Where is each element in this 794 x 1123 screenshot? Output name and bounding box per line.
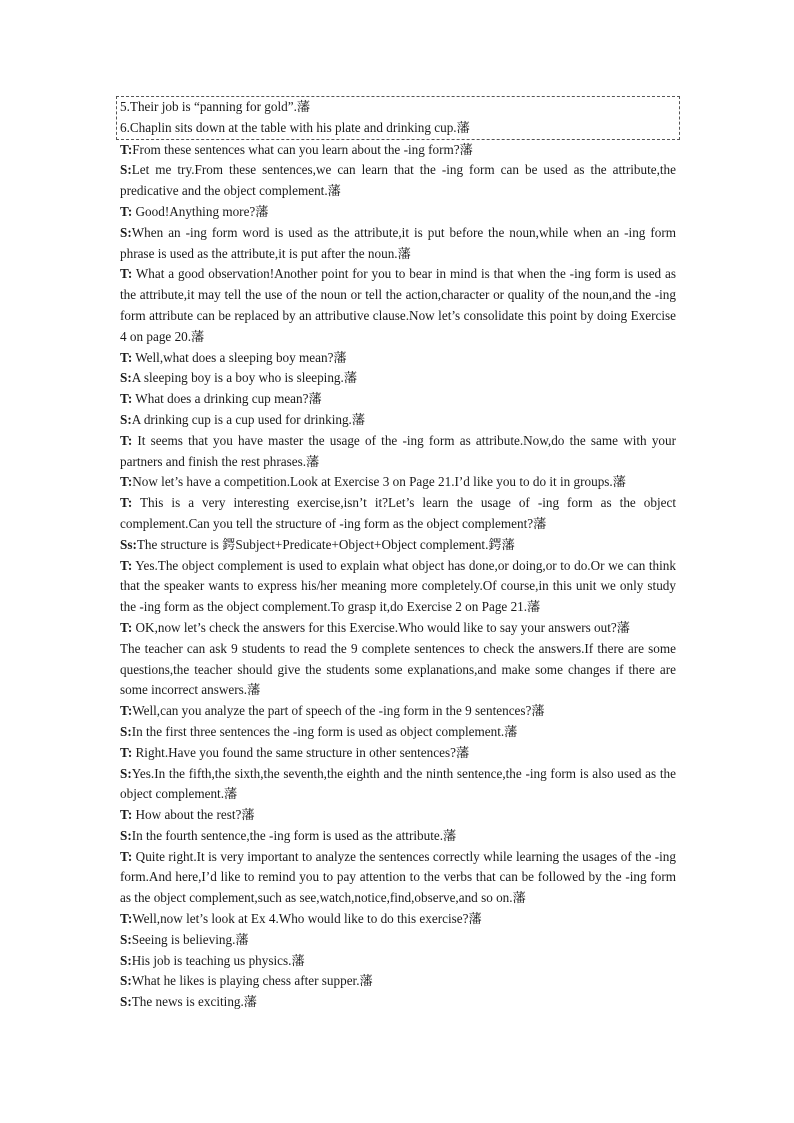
speaker-label: S:	[120, 973, 132, 989]
speaker-label: T:	[120, 619, 133, 635]
utterance-text: Quite right.It is very important to analyze the sentences correctly while learning the usages of the -ing form.And here,I’d like to remind you to pay attention to the verbs that can be followed by the -ing form as the object complement,such as see,watch,notice,find,observe,and so on.藩	[120, 848, 676, 906]
speaker-label: T:	[120, 391, 133, 407]
dialogue-line	[120, 992, 676, 1013]
speaker-label: T:	[120, 203, 133, 219]
dialogue-line	[120, 930, 676, 951]
dialogue-line	[120, 264, 676, 347]
utterance-text: Right.Have you found the same structure in other sentences?藩	[132, 744, 470, 760]
utterance-text: What does a drinking cup mean?藩	[132, 391, 322, 407]
utterance-text: What a good observation!Another point for you to bear in mind is that when the -ing form is used as the attribute,it may tell the use of the noun or tell the action,character or quality of the noun,and the -ing form attribute can be replaced by an attributive clause.Now let’s consolidate this point by doing Exercise 4 on page 20.藩	[120, 266, 676, 344]
dialogue-line	[120, 701, 676, 722]
speaker-label: S:	[120, 952, 132, 968]
dialogue-line	[120, 472, 676, 493]
utterance-text: From these sentences what can you learn about the -ing form?藩	[132, 141, 473, 157]
dialogue-line	[120, 410, 676, 431]
utterance-text: Seeing is believing.藩	[131, 931, 249, 947]
dialogue-line	[120, 826, 676, 847]
speaker-label: S:	[120, 827, 132, 843]
speaker-label: T:	[120, 557, 133, 573]
utterance-text: A drinking cup is a cup used for drinking.藩	[131, 411, 366, 427]
speaker-label: S:	[120, 224, 132, 240]
dialogue-line	[120, 160, 676, 202]
speaker-label: S:	[120, 723, 132, 739]
dialogue-line	[120, 847, 676, 909]
dialogue-line	[120, 743, 676, 764]
utterance-text: This is a very interesting exercise,isn’t it?Let’s learn the usage of -ing form as the object complement.Can you tell the structure of -ing form as the object complement?藩	[120, 495, 676, 531]
dialogue-line	[120, 202, 676, 223]
example-sentences-box	[116, 96, 680, 140]
utterance-text: OK,now let’s check the answers for this Exercise.Who would like to say your answers out?藩	[132, 619, 630, 635]
utterance-text: In the first three sentences the -ing form is used as object complement.藩	[131, 723, 518, 739]
utterance-text: The news is exciting.藩	[131, 994, 257, 1010]
utterance-text: It seems that you have master the usage of the -ing form as attribute.Now,do the same with your partners and finish the rest phrases.藩	[120, 432, 676, 469]
utterance-text: The teacher can ask 9 students to read the 9 complete sentences to check the answers.If there are some questions,the teacher should give the students some explanations,and make some changes if there are some incorrect answers.藩	[120, 640, 676, 698]
dialogue-line	[120, 348, 676, 369]
utterance-text: What he likes is playing chess after supper.藩	[131, 973, 373, 989]
dialogue-line	[120, 140, 676, 161]
dialogue-line	[120, 764, 676, 806]
dialogue-line	[120, 722, 676, 743]
example-sentence: 5.Their job is “panning for gold”.藩	[120, 99, 311, 114]
dialogue-line	[120, 556, 676, 618]
dialogue-line	[120, 223, 676, 265]
speaker-label: S:	[120, 162, 132, 178]
dialogue-line	[120, 909, 676, 930]
utterance-text: Good!Anything more?藩	[132, 203, 269, 219]
utterance-text: Now let’s have a competition.Look at Exercise 3 on Page 21.I’d like you to do it in groups.藩	[132, 474, 626, 490]
utterance-text: Well,what does a sleeping boy mean?藩	[132, 349, 347, 365]
speaker-label: T:	[120, 703, 133, 719]
dialogue-line	[120, 368, 676, 389]
utterance-text: Well,now let’s look at Ex 4.Who would like to do this exercise?藩	[132, 911, 482, 927]
speaker-label: S:	[120, 411, 132, 427]
utterance-text: A sleeping boy is a boy who is sleeping.藩	[131, 370, 358, 386]
speaker-label: T:	[120, 432, 133, 448]
speaker-label: T:	[120, 349, 133, 365]
utterance-text: In the fourth sentence,the -ing form is used as the attribute.藩	[131, 827, 457, 843]
speaker-label: T:	[120, 807, 133, 823]
speaker-label: S:	[120, 994, 132, 1010]
example-sentence: 6.Chaplin sits down at the table with his plate and drinking cup.藩	[120, 119, 470, 135]
dialogue-line	[120, 431, 676, 473]
speaker-label: S:	[120, 931, 132, 947]
utterance-text: Yes.The object complement is used to explain what object has done,or doing,or to do.Or we can think that the speaker wants to express his/her meaning more completely.Of course,in this unit we only study the -ing form as the object complement.To grasp it,do Exercise 2 on Page 21.藩	[120, 557, 676, 615]
utterance-text: Yes.In the fifth,the sixth,the seventh,the eighth and the ninth sentence,the -ing form is also used as the object complement.藩	[120, 765, 676, 802]
utterance-text: When an -ing form word is used as the attribute,it is put before the noun,while when an -ing form phrase is used as the attribute,it is put after the noun.藩	[120, 224, 676, 261]
utterance-text: His job is teaching us physics.藩	[131, 952, 305, 968]
speaker-label: T:	[120, 474, 133, 490]
speaker-label: S:	[120, 765, 132, 781]
speaker-label: Ss:	[120, 536, 137, 552]
document-page	[120, 96, 676, 1013]
utterance-text: Well,can you analyze the part of speech of the -ing form in the 9 sentences?藩	[132, 703, 545, 719]
dialogue-line	[120, 805, 676, 826]
speaker-label: T:	[120, 744, 133, 760]
dialogue-line	[120, 389, 676, 410]
utterance-text: Let me try.From these sentences,we can learn that the -ing form can be used as the attribute,the predicative and the object complement.藩	[120, 162, 676, 199]
dialogue-line	[120, 493, 676, 535]
speaker-label: T:	[120, 495, 133, 511]
speaker-label: T:	[120, 848, 133, 864]
speaker-label: T:	[120, 266, 133, 282]
speaker-label: T:	[120, 141, 133, 157]
dialogue-line	[120, 951, 676, 972]
utterance-text: The structure is 鍔Subject+Predicate+Object+Object complement.鍔藩	[136, 536, 515, 552]
utterance-text: How about the rest?藩	[132, 807, 255, 823]
dialogue-line	[120, 618, 676, 639]
speaker-label: S:	[120, 370, 132, 386]
dialogue	[120, 140, 676, 1013]
dialogue-line	[120, 971, 676, 992]
speaker-label: T:	[120, 911, 133, 927]
dialogue-line	[120, 535, 676, 556]
dialogue-line	[120, 639, 676, 701]
